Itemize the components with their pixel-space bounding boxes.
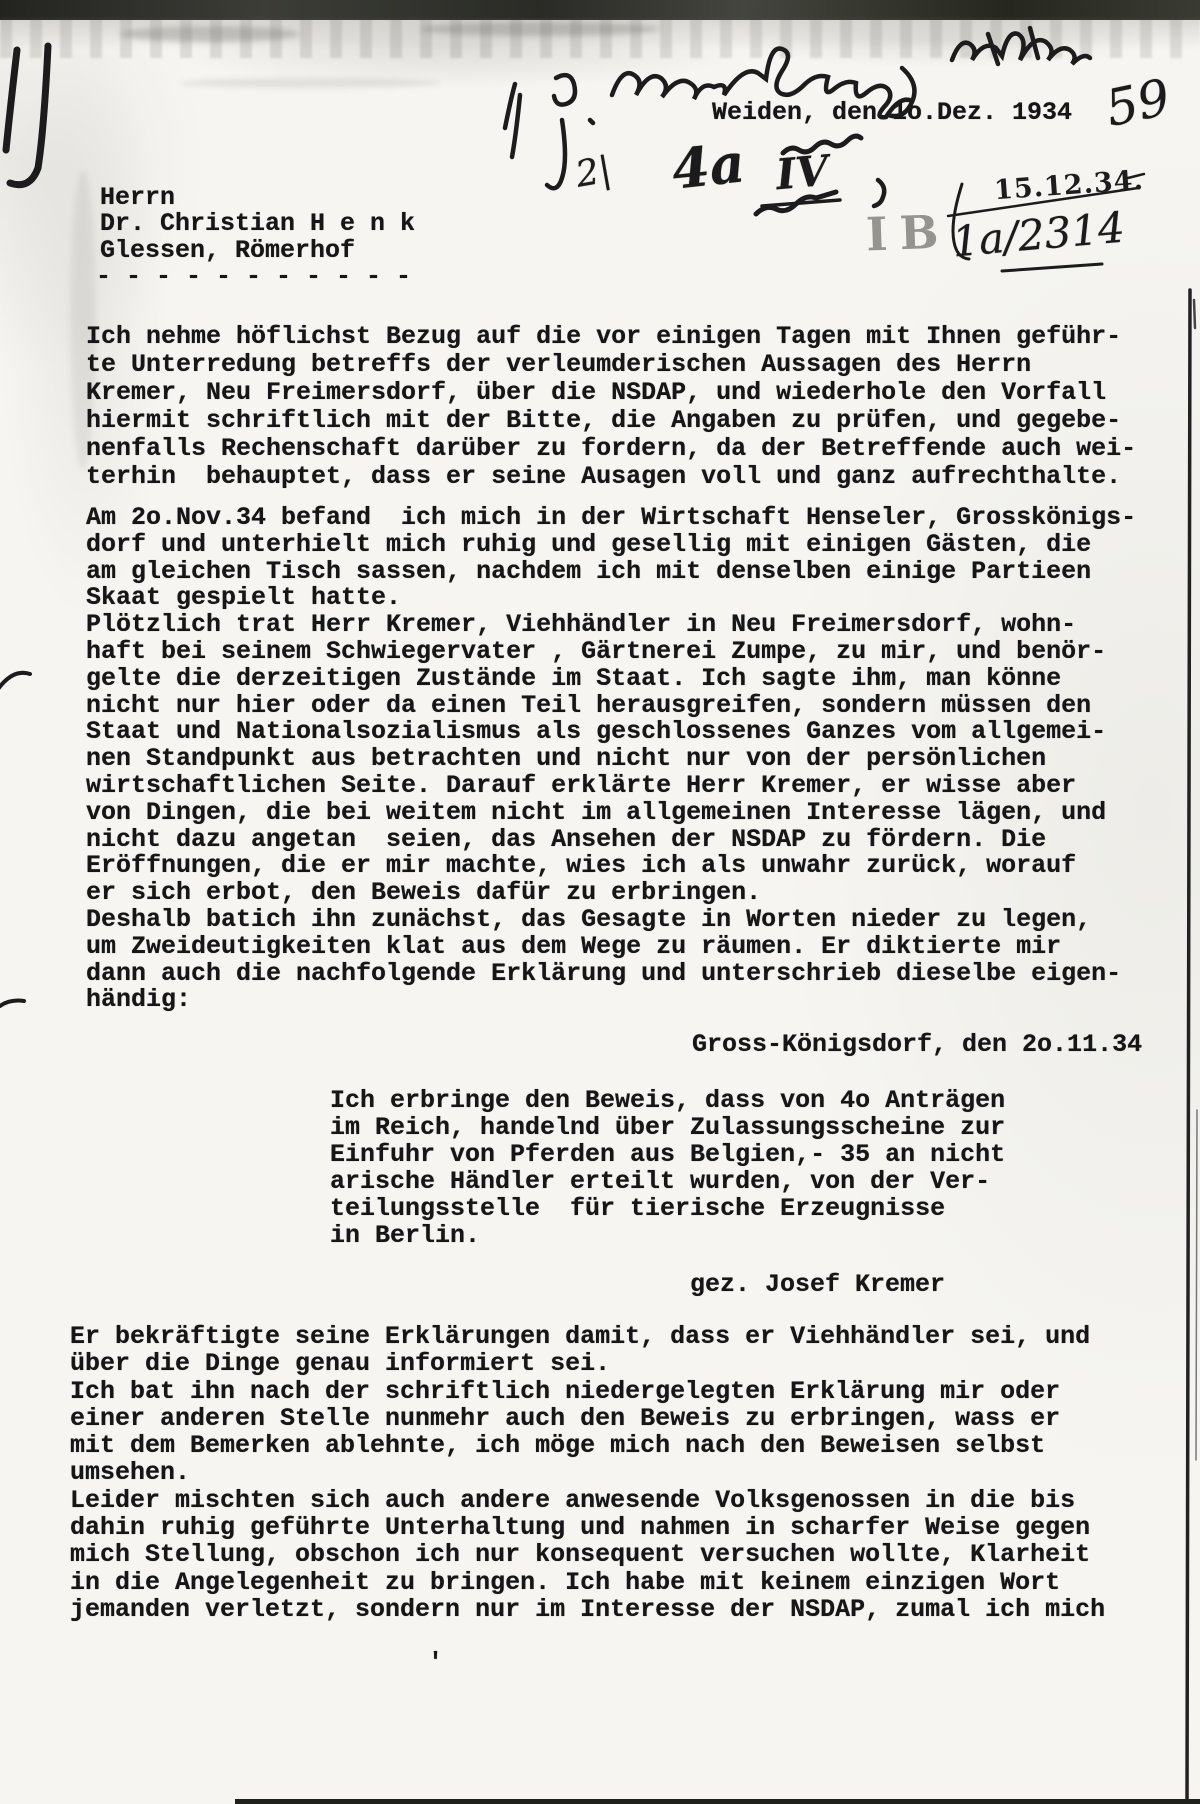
body-line: nen Standpunkt aus betrachten und nicht nur von der persönlichen [86, 744, 1047, 774]
declaration-line: teilungsstelle für tierische Erzeugnisse [330, 1194, 946, 1223]
body-line: Am 2o.Nov.34 befand ich mich in der Wirtschaft Henseler, Grosskönigs- [86, 503, 1137, 532]
body-line: von Dingen, die bei weitem nicht im allgemeinen Interesse lägen, und [86, 797, 1107, 827]
scan-smudge [180, 78, 440, 88]
body-line: Er bekräftigte seine Erklärungen damit, dass er Viehhändler sei, und [70, 1322, 1091, 1351]
handwritten-registry-roman: IV [773, 145, 831, 200]
handwritten-page-number: 59 [1100, 68, 1175, 138]
margin-tick [0, 673, 30, 692]
scan-smudge [120, 26, 300, 42]
body-line: Ich bat ihn nach der schriftlich niedergelegten Erklärung mir oder [70, 1376, 1061, 1406]
body-line: Plötzlich trat Herr Kremer, Viehhändler in Neu Freimersdorf, wohn- [86, 610, 1077, 640]
body-line: einer anderen Stelle nunmehr auch den Beweis zu erbringen, wass er [70, 1403, 1061, 1433]
body-line: über die Dinge genau informiert sei. [70, 1349, 611, 1379]
body-paragraph-2 [86, 505, 1136, 1014]
declaration-line: im Reich, handelnd über Zulassungsscheine zur [330, 1113, 1006, 1142]
body-line: dann auch die nachfolgende Erklärung und unterschrieb dieselbe eigen- [86, 958, 1122, 988]
declaration-block [330, 1087, 1005, 1249]
closing-paragraph [70, 1323, 1105, 1623]
date-received-stamp: 15.12.34. [993, 164, 1145, 207]
recipient-line: Herrn [100, 183, 176, 212]
body-line: te Unterredung betreffs der verleumderischen Aussagen des Herrn [86, 350, 1032, 379]
body-line: nenfalls Rechenschaft darüber zu fordern, da der Betreffende auch wei- [86, 434, 1137, 463]
declaration-dateline: Gross-Königsdorf, den 2o.11.34 [692, 1030, 1143, 1059]
handwritten-comma [874, 180, 884, 206]
body-line: Ich nehme höflichst Bezug auf die vor einigen Tagen mit Ihnen geführ- [86, 322, 1122, 351]
body-line: dahin ruhig geführte Unterhaltung und nahmen in scharfer Weise gegen [70, 1513, 1091, 1543]
registry-stamp-letters: IB [865, 204, 952, 262]
file-number-underline [1002, 264, 1102, 271]
body-line: händig: [86, 985, 192, 1015]
letter-dateline: Weiden, den 1o.Dez. 1934 [712, 98, 1073, 127]
body-line: umsehen. [70, 1458, 191, 1488]
body-line: wirtschaftlichen Seite. Darauf erklärte Herr Kremer, er wisse aber [86, 770, 1077, 800]
handwritten-file-number: 1a/2314 [950, 202, 1127, 267]
body-line: haft bei seinem Schwiegervater , Gärtnerei Zumpe, zu mir, und benör- [86, 636, 1107, 666]
margin-double-stroke [6, 46, 48, 185]
scan-right-edge-mark [1194, 300, 1195, 328]
body-line: terhin behauptet, dass er seine Ausagen voll und ganz aufrechthalte. [86, 462, 1122, 491]
body-line: nicht nur hier oder da einen Teil herausgreifen, sondern müssen den [86, 690, 1092, 720]
body-line: mit dem Bemerken ablehnte, ich möge mich nach den Beweisen selbst [70, 1431, 1046, 1461]
body-line: Deshalb batich ihn zunächst, das Gesagte in Worten nieder zu legen, [86, 904, 1092, 934]
declaration-line: Ich erbringe den Beweis, dass von 4o Anträgen [330, 1086, 1006, 1115]
declaration-line: in Berlin. [330, 1221, 481, 1250]
body-line: jemanden verletzt, sondern nur im Interesse der NSDAP, zumal ich mich [70, 1594, 1106, 1624]
recipient-line: Dr. Christian H e n k [100, 209, 416, 239]
body-line: Skaat gespielt hatte. [86, 583, 402, 613]
scan-top-band [0, 0, 1200, 20]
body-line: Staat und Nationalsozialismus als geschlossenes Ganzes vom allgemei- [86, 717, 1107, 747]
body-paragraph-1 [86, 323, 1136, 491]
body-line: Eröffnungen, die er mir machte, wies ich als unwahr zurück, worauf [86, 851, 1077, 881]
recipient-address [100, 185, 415, 264]
body-line: Leider mischten sich auch andere anwesende Volksgenossen in die bis [70, 1485, 1076, 1515]
body-line: gelte die derzeitigen Zustände im Staat. Ich sagte ihm, man könne [86, 663, 1062, 693]
body-line: dorf und unterhielt mich ruhig und gesellig mit einigen Gästen, die [86, 529, 1092, 559]
address-underline-dashes: - - - - - - - - - - - [96, 262, 412, 291]
body-line: nicht dazu angetan seien, das Ansehen der NSDAP zu fördern. Die [86, 824, 1047, 854]
body-line: mich Stellung, obschon ich nur konsequent versuchen wollte, Klarheit [70, 1540, 1091, 1570]
body-line: Kremer, Neu Freimersdorf, über die NSDAP, und wiederhole den Vorfall [86, 378, 1107, 407]
recipient-line: Glessen, Römerhof [100, 235, 356, 265]
body-line: am gleichen Tisch sassen, nachdem ich mit denselben einige Partieen [86, 556, 1092, 586]
body-line: hiermit schriftlich mit der Bitte, die Angaben zu prüfen, und gegebe- [86, 406, 1122, 435]
scan-right-edge-line-2 [1196, 1110, 1197, 1460]
registry-roman-underline [762, 200, 840, 206]
handwritten-registry-mark: 4a [668, 130, 748, 202]
margin-dash [0, 1001, 24, 1006]
body-line: er sich erbot, den Beweis dafür zu erbringen. [86, 878, 762, 908]
scan-right-edge-line [1187, 290, 1190, 1804]
stray-apostrophe: ' [428, 1648, 444, 1677]
scan-bottom-bar [235, 1799, 1200, 1804]
declaration-line: arische Händler erteilt wurden, von der Ver- [330, 1167, 991, 1196]
declaration-line: Einfuhr von Pferden aus Belgien,- 35 an nicht [330, 1140, 1006, 1169]
handwritten-registry-prefix: 2| [572, 149, 615, 196]
body-line: in die Angelegenheit zu bringen. Ich habe mit keinem einzigen Wort [70, 1567, 1061, 1597]
scan-smudge [420, 22, 660, 36]
declaration-signature: gez. Josef Kremer [690, 1270, 946, 1299]
body-line: um Zweideutigkeiten klat aus dem Wege zu räumen. Er diktierte mir [86, 931, 1062, 961]
